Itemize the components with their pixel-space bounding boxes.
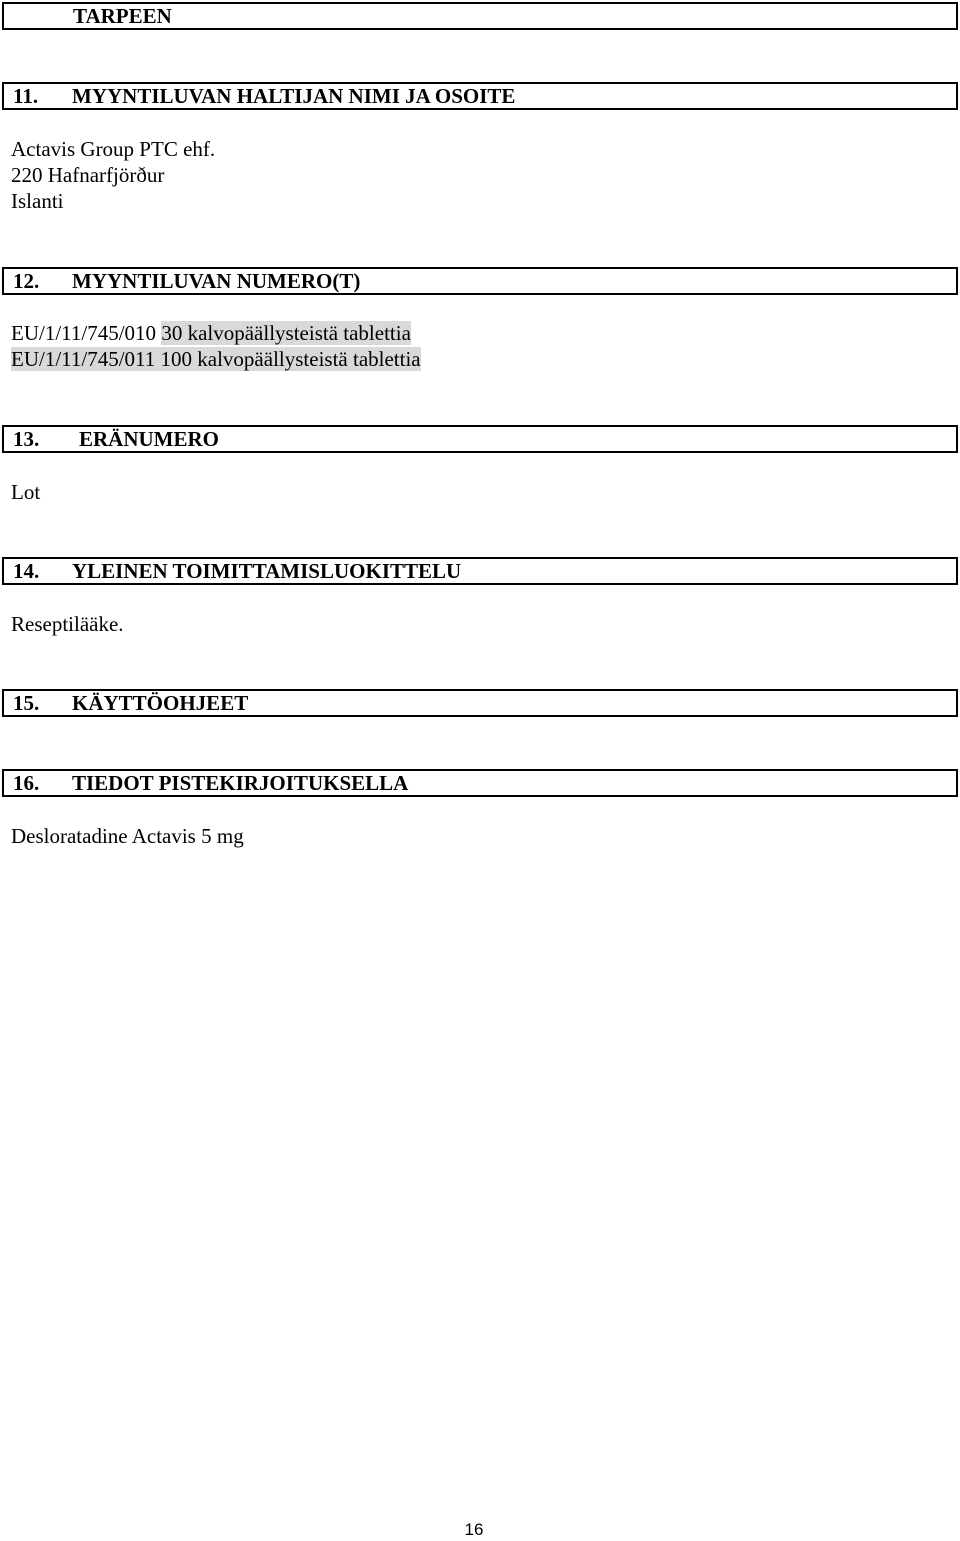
page-number: 16 [464,1520,484,1539]
section-header-continued [2,2,958,30]
holder-name: Actavis Group PTC ehf. [11,137,216,161]
section-16-header [2,769,958,797]
section-11-header [2,82,958,110]
section-title: TIEDOT PISTEKIRJOITUKSELLA [72,771,409,795]
section-13-header [2,425,958,453]
section-title: TARPEEN [73,4,172,28]
lot-label: Lot [11,480,41,504]
authorisation-code: EU/1/11/745/011 [11,347,156,371]
section-title: YLEINEN TOIMITTAMISLUOKITTELU [72,559,462,583]
section-15-header [2,689,958,717]
section-number: 12. [13,269,40,293]
section-number: 16. [13,771,40,795]
section-number: 15. [13,691,40,715]
section-14-header [2,557,958,585]
authorisation-code: EU/1/11/745/010 [11,321,157,345]
holder-city: 220 Hafnarfjörður [11,163,165,187]
pack-description: 30 kalvopäällysteistä tablettia [161,321,411,345]
section-number: 11. [13,84,39,108]
authorisation-number-line [11,320,411,346]
pack-description: 100 kalvopäällysteistä tablettia [160,347,421,371]
authorisation-code-highlight [11,347,421,371]
section-title: KÄYTTÖOHJEET [72,691,249,715]
braille-text: Desloratadine Actavis 5 mg [11,824,244,848]
section-title: MYYNTILUVAN HALTIJAN NIMI JA OSOITE [72,84,516,108]
section-12-header [2,267,958,295]
section-number: 13. [13,427,40,451]
classification-text: Reseptilääke. [11,612,124,636]
holder-country: Islanti [11,189,64,213]
section-title: MYYNTILUVAN NUMERO(T) [72,269,361,293]
section-number: 14. [13,559,40,583]
authorisation-number-line [11,346,421,372]
section-title: ERÄNUMERO [79,427,219,451]
